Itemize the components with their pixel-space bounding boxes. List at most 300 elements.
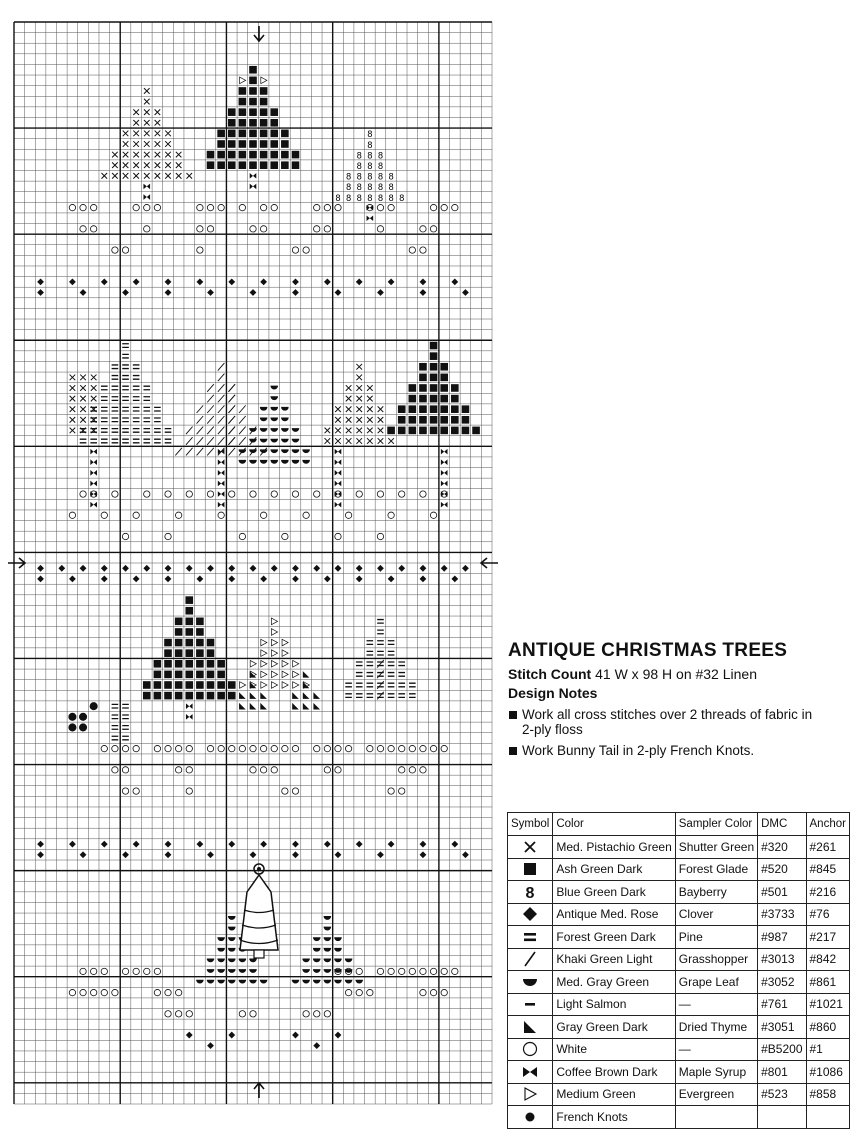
- chart-stitch: [80, 396, 86, 402]
- chart-stitch: [217, 140, 225, 148]
- chart-stitch: [292, 491, 298, 497]
- chart-stitch: [377, 641, 384, 645]
- chart-stitch: [249, 161, 257, 169]
- key-dmc: #3052: [758, 971, 806, 994]
- chart-stitch: [271, 629, 277, 636]
- chart-stitch: [377, 204, 383, 210]
- chart-stitch: [154, 418, 161, 422]
- chart-stitch: [101, 407, 108, 411]
- chart-stitch: [441, 502, 448, 508]
- chart-stitch: [80, 968, 86, 974]
- chart-stitch: [207, 649, 215, 657]
- chart-stitch: [335, 745, 341, 751]
- chart-stitch: [207, 161, 215, 169]
- chart-stitch: [377, 533, 383, 539]
- chart-stitch: [239, 204, 245, 210]
- chart-stitch: [186, 173, 192, 179]
- slash-icon: [521, 950, 539, 968]
- chart-stitch: [165, 152, 171, 158]
- key-anchor: #845: [806, 858, 849, 881]
- key-dmc: [758, 1106, 806, 1129]
- key-row: [508, 836, 850, 859]
- chart-stitch: [367, 385, 373, 391]
- chart-stitch: [324, 958, 332, 962]
- chart-stitch: [440, 363, 448, 371]
- chart-stitch: [228, 841, 235, 848]
- chart-stitch: [68, 713, 76, 721]
- chart-stitch: [271, 204, 277, 210]
- chart-stitch: [197, 416, 204, 424]
- chart-stitch: [314, 226, 320, 232]
- chart-stitch: [378, 438, 384, 444]
- chart-stitch: [271, 745, 277, 751]
- key-dmc: #523: [758, 1083, 806, 1106]
- key-symbol: [508, 881, 553, 904]
- dash-icon: [521, 995, 539, 1013]
- chart-stitch: [335, 767, 341, 773]
- chart-stitch: [367, 428, 373, 434]
- chart-stitch: [388, 662, 395, 666]
- chart-stitch: [430, 989, 436, 995]
- chart-stitch: [155, 131, 161, 137]
- key-symbol: [508, 1061, 553, 1084]
- chart-stitch: [155, 120, 161, 126]
- chart-stitch: [218, 437, 225, 445]
- chart-stitch: [228, 565, 235, 572]
- chart-stitch: [388, 694, 395, 698]
- key-anchor: #1086: [806, 1061, 849, 1084]
- chart-stitch: [388, 673, 395, 677]
- chart-stitch: [239, 405, 246, 413]
- chart-stitch: [261, 682, 267, 689]
- cross-stitch-chart: [14, 22, 492, 1104]
- chart-stitch: [228, 969, 236, 973]
- chart-stitch: [420, 278, 427, 285]
- chart-stitch: [155, 173, 161, 179]
- chart-stitch: [196, 841, 203, 848]
- chart-stitch: [207, 681, 215, 689]
- chart-stitch: [165, 533, 171, 539]
- chart-stitch: [207, 405, 214, 413]
- chart-stitch: [122, 726, 129, 730]
- chart-stitch: [292, 1032, 299, 1039]
- chart-stitch: [218, 449, 225, 455]
- chart-stitch: 8: [377, 192, 383, 203]
- chart-stitch: [430, 363, 438, 371]
- chart-stitch: [154, 204, 160, 210]
- design-note: Work all cross stitches over 2 threads of fabric in 2-ply floss: [508, 707, 826, 737]
- chart-stitch: [441, 470, 448, 476]
- chart-stitch: [144, 162, 150, 168]
- chart-stitch: [356, 673, 363, 677]
- chart-stitch: [112, 386, 119, 390]
- chart-stitch: [176, 162, 182, 168]
- chart-stitch: [270, 108, 278, 116]
- chart-stitch: [207, 395, 214, 403]
- chart-stitch: [165, 278, 172, 285]
- chart-stitch: [133, 109, 139, 115]
- chart-stitch: [133, 429, 140, 433]
- key-dmc: #320: [758, 836, 806, 859]
- chart-stitch: [430, 384, 438, 392]
- chart-stitch: [69, 204, 75, 210]
- chart-stitch: [451, 576, 458, 583]
- key-sampler-color: Bayberry: [675, 881, 757, 904]
- chart-stitch: [112, 715, 119, 719]
- chart-stitch: [101, 989, 107, 995]
- key-color-name: White: [553, 1038, 675, 1061]
- chart-stitch: [217, 692, 225, 700]
- chart-stitch: [249, 130, 257, 138]
- key-sampler-color: Forest Glade: [675, 858, 757, 881]
- chart-stitch: [122, 376, 129, 380]
- chart-stitch: [165, 173, 171, 179]
- chart-stitch: 8: [356, 171, 362, 182]
- chart-stitch: [80, 989, 86, 995]
- chart-stitch: [270, 386, 278, 390]
- chart-stitch: 8: [367, 139, 373, 150]
- chart-stitch: [261, 639, 267, 646]
- chart-stitch: [440, 395, 448, 403]
- chart-stitch: [378, 417, 384, 423]
- chart-stitch: 8: [367, 161, 373, 172]
- chart-stitch: [430, 374, 438, 382]
- chart-stitch: [409, 745, 415, 751]
- key-anchor: #858: [806, 1083, 849, 1106]
- chart-stitch: [70, 385, 76, 391]
- chart-stitch: [335, 851, 342, 858]
- chart-stitch: [196, 692, 204, 700]
- chart-stitch: [186, 1011, 192, 1017]
- chart-stitch: [398, 427, 406, 435]
- key-symbol: [508, 1083, 553, 1106]
- chart-stitch: [217, 151, 225, 159]
- chart-stitch: [420, 247, 426, 253]
- chart-stitch: [101, 429, 108, 433]
- key-sampler-color: [675, 1106, 757, 1129]
- chart-stitch: [472, 427, 480, 435]
- triangle-outline-icon: [521, 1085, 539, 1103]
- chart-stitch: [228, 958, 236, 962]
- chart-stitch: [70, 406, 76, 412]
- chart-stitch: [239, 151, 247, 159]
- key-symbol: [508, 926, 553, 949]
- chart-stitch: [112, 429, 119, 433]
- chart-stitch: [313, 1042, 320, 1049]
- chart-stitch: 8: [367, 150, 373, 161]
- chart-stitch: [133, 386, 140, 390]
- chart-stitch: [324, 927, 332, 931]
- chart-stitch: [165, 576, 172, 583]
- chart-stitch: [207, 384, 214, 392]
- chart-stitch: [324, 841, 331, 848]
- dot-icon: [521, 1108, 539, 1126]
- chart-stitch: [207, 151, 215, 159]
- chart-stitch: [112, 439, 119, 443]
- chart-stitch: 8: [356, 192, 362, 203]
- chart-stitch: [175, 512, 181, 518]
- chart-stitch: [462, 427, 470, 435]
- chart-stitch: [228, 278, 235, 285]
- chart-stitch: [292, 161, 300, 169]
- chart-stitch: [133, 512, 139, 518]
- chart-stitch: [143, 681, 151, 689]
- chart-stitch: [378, 406, 384, 412]
- chart-stitch: [185, 596, 193, 604]
- chart-stitch: [143, 692, 151, 700]
- chart-stitch: [91, 385, 97, 391]
- key-color-name: Med. Gray Green: [553, 971, 675, 994]
- chart-stitch: [133, 204, 139, 210]
- chart-stitch: [196, 660, 204, 668]
- chart-stitch: [377, 851, 384, 858]
- chart-stitch: [185, 607, 193, 615]
- chart-stitch: [324, 576, 331, 583]
- chart-stitch: [240, 682, 246, 689]
- chart-stitch: [91, 396, 97, 402]
- chart-stitch: [90, 989, 96, 995]
- chart-stitch: [367, 215, 374, 221]
- chart-stitch: [409, 427, 417, 435]
- chart-stitch: [175, 448, 182, 456]
- chart-stitch: [176, 173, 182, 179]
- chart-stitch: [281, 140, 289, 148]
- chart-stitch: [90, 702, 98, 710]
- chart-stitch: [281, 439, 289, 443]
- chart-stitch: [250, 173, 257, 179]
- chart-stitch: [419, 374, 427, 382]
- chart-stitch: [144, 491, 150, 497]
- chart-stitch: [196, 618, 204, 626]
- chart-stitch: [367, 683, 374, 687]
- chart-stitch: [282, 533, 288, 539]
- chart-stitch: 8: [377, 150, 383, 161]
- chart-stitch: 8: [377, 182, 383, 193]
- key-anchor: #261: [806, 836, 849, 859]
- chart-stitch: [122, 968, 128, 974]
- chart-stitch: [430, 512, 436, 518]
- chart-stitch: [356, 364, 362, 370]
- chart-stitch: [335, 533, 341, 539]
- key-dmc: #B5200: [758, 1038, 806, 1061]
- chart-stitch: [228, 916, 236, 920]
- key-symbol: [508, 1106, 553, 1129]
- chart-stitch: [122, 289, 129, 296]
- chart-stitch: [292, 439, 300, 443]
- chart-stitch: [346, 438, 352, 444]
- tree-ornament-drawing: [240, 864, 278, 958]
- chart-stitch: [462, 851, 469, 858]
- chart-stitch: 8: [367, 171, 373, 182]
- chart-stitch: [144, 204, 150, 210]
- chart-stitch: [185, 692, 193, 700]
- chart-stitch: [207, 565, 214, 572]
- chart-stitch: [69, 278, 76, 285]
- chart-stitch: [122, 788, 128, 794]
- chart-stitch: [218, 374, 225, 382]
- chart-stitch: [440, 405, 448, 413]
- chart-stitch: [388, 641, 395, 645]
- chart-stitch: [143, 184, 150, 190]
- chart-stitch: [37, 565, 44, 572]
- key-anchor: #842: [806, 948, 849, 971]
- chart-stitch: [292, 460, 300, 464]
- chart-stitch: [345, 980, 353, 984]
- chart-stitch: [293, 671, 299, 678]
- chart-stitch: [345, 745, 351, 751]
- stitch-count-label: Stitch Count: [508, 666, 592, 682]
- chart-stitch: [175, 681, 183, 689]
- chart-stitch: [186, 745, 192, 751]
- chart-stitch: [239, 460, 247, 464]
- chart-stitch: [123, 152, 129, 158]
- chart-stitch: [249, 958, 257, 962]
- chart-stitch: [90, 459, 97, 465]
- chart-stitch: [282, 745, 288, 751]
- chart-stitch: [356, 662, 363, 666]
- chart-stitch: [303, 671, 310, 678]
- chart-stitch: [37, 289, 44, 296]
- chart-stitch: [80, 439, 87, 443]
- chart-stitch: [281, 151, 289, 159]
- chart-stitch: [249, 108, 257, 116]
- chart-stitch: [313, 969, 321, 973]
- chart-stitch: [69, 576, 76, 583]
- chart-stitch: [144, 152, 150, 158]
- chart-stitch: [112, 376, 119, 380]
- chart-stitch: [334, 937, 342, 941]
- chart-stitch: [133, 576, 140, 583]
- diamond-icon: [521, 905, 539, 923]
- chart-stitch: [398, 673, 405, 677]
- chart-stitch: [112, 365, 119, 369]
- chart-stitch: [303, 682, 310, 689]
- key-sampler-color: Maple Syrup: [675, 1061, 757, 1084]
- stitch-count: [508, 666, 826, 682]
- chart-stitch: [345, 989, 351, 995]
- chart-stitch: [282, 788, 288, 794]
- chart-stitch: [68, 723, 76, 731]
- chart-stitch: [440, 384, 448, 392]
- chart-stitch: [313, 937, 321, 941]
- chart-stitch: [292, 449, 300, 453]
- chart-stitch: [218, 502, 225, 508]
- chart-stitch: [282, 671, 288, 678]
- chart-stitch: [325, 438, 331, 444]
- chart-stitch: [346, 417, 352, 423]
- chart-stitch: [143, 386, 150, 390]
- chart-stitch: [324, 1011, 330, 1017]
- chart-stitch: [239, 980, 247, 984]
- half-circle-icon: [521, 973, 539, 991]
- chart-stitch: [228, 692, 236, 700]
- chart-stitch: [207, 491, 213, 497]
- chart-stitch: [217, 671, 225, 679]
- chart-stitch: [228, 681, 236, 689]
- chart-stitch: [165, 131, 171, 137]
- chart-stitch: [292, 788, 298, 794]
- chart-stitch: [430, 745, 436, 751]
- chart-stitch: [409, 416, 417, 424]
- double-bar-icon: [521, 928, 539, 946]
- chart-stitch: [356, 841, 363, 848]
- chart-stitch: [239, 449, 247, 453]
- chart-stitch: [335, 459, 342, 465]
- chart-stitch: [420, 841, 427, 848]
- chart-stitch: [335, 417, 341, 423]
- chart-stitch: [281, 161, 289, 169]
- chart-stitch: [388, 745, 394, 751]
- chart-stitch: [335, 502, 342, 508]
- chart-stitch: [207, 745, 213, 751]
- chart-stitch: [37, 576, 44, 583]
- chart-stitch: [196, 681, 204, 689]
- chart-stitch: [377, 681, 384, 689]
- chart-stitch: [175, 1011, 181, 1017]
- chart-stitch: [260, 767, 266, 773]
- chart-stitch: [430, 416, 438, 424]
- chart-stitch: [281, 449, 289, 453]
- chart-stitch: [133, 439, 140, 443]
- chart-stitch: [249, 460, 257, 464]
- chart-stitch: [228, 437, 235, 445]
- chart-stitch: [462, 416, 470, 424]
- design-note: Work Bunny Tail in 2-ply French Knots.: [508, 743, 826, 758]
- key-row: [508, 948, 850, 971]
- chart-stitch: [430, 352, 438, 360]
- chart-stitch: [112, 173, 118, 179]
- chart-stitch: [420, 745, 426, 751]
- chart-stitch: [250, 745, 256, 751]
- chart-stitch: [303, 1011, 309, 1017]
- chart-stitch: [207, 289, 214, 296]
- chart-stitch: [250, 491, 256, 497]
- chart-stitch: [239, 533, 245, 539]
- chart-stitch: [313, 958, 321, 962]
- chart-stitch: [197, 226, 203, 232]
- key-dmc: #501: [758, 881, 806, 904]
- chart-stitch: [217, 660, 225, 668]
- chart-stitch: [270, 460, 278, 464]
- key-row: [508, 1016, 850, 1039]
- chart-stitch: [133, 120, 139, 126]
- chart-stitch: [356, 683, 363, 687]
- chart-stitch: [239, 692, 246, 699]
- chart-stitch: [70, 396, 76, 402]
- chart-stitch: [154, 681, 162, 689]
- chart-stitch: [271, 767, 277, 773]
- chart-stitch: [250, 682, 257, 689]
- chart-stitch: [313, 980, 321, 984]
- chart-stitch: [186, 427, 193, 435]
- chart-stitch: [250, 671, 257, 678]
- header-dmc: DMC: [758, 813, 806, 836]
- chart-stitch: [185, 618, 193, 626]
- chart-stitch: [217, 980, 225, 984]
- chart-stitch: [112, 418, 119, 422]
- chart-stitch: [292, 692, 299, 699]
- chart-stitch: [377, 620, 384, 624]
- chart-stitch: [229, 745, 235, 751]
- chart-stitch: [260, 278, 267, 285]
- chart-stitch: [441, 204, 447, 210]
- chart-stitch: [367, 417, 373, 423]
- chart-stitch: [207, 427, 214, 435]
- chart-stitch: 8: [388, 192, 394, 203]
- chart-stitch: [133, 152, 139, 158]
- chart-stitch: [409, 683, 416, 687]
- chart-stitch: 8: [377, 161, 383, 172]
